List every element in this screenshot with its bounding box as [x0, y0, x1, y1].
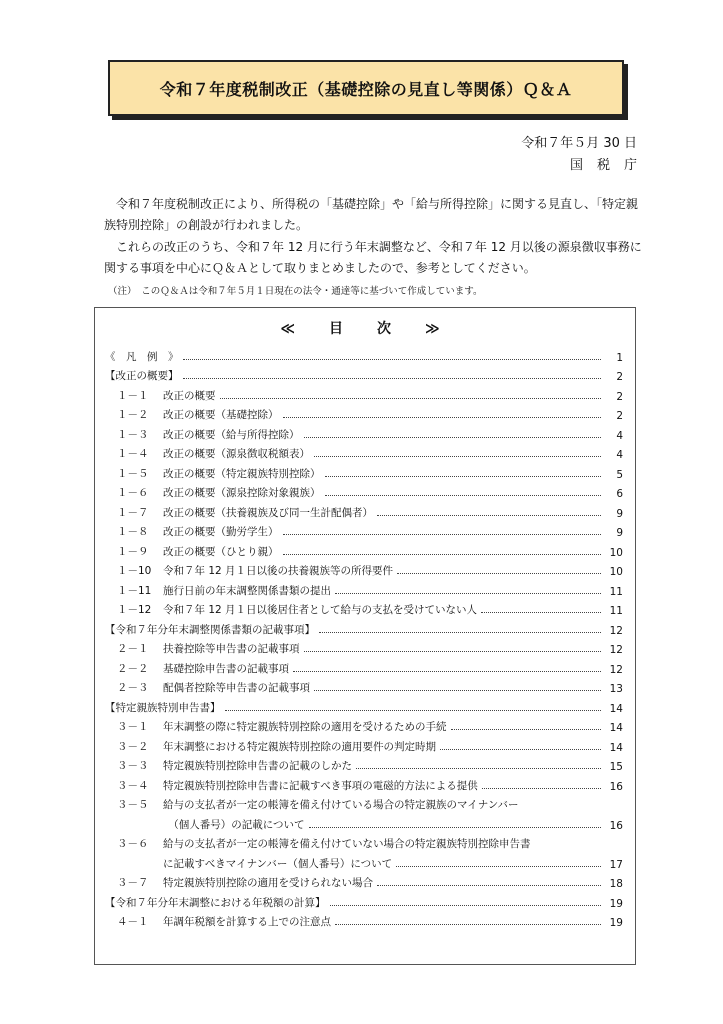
toc-entry-label: 年調年税額を計算する上での注意点: [163, 916, 331, 928]
toc-entry-number: １－８: [117, 526, 149, 538]
toc-leader-dots: [481, 612, 601, 613]
toc-entry-number: ２－３: [117, 682, 149, 694]
toc-entry-number: ３－５: [117, 799, 149, 811]
toc-entry-label: 年末調整の際に特定親族特別控除の適用を受けるための手続: [163, 721, 447, 733]
document-title: 令和７年度税制改正（基礎控除の見直し等関係）Ｑ＆Ａ: [108, 60, 624, 116]
toc-leader-dots: [325, 495, 602, 496]
toc-page-number: 5: [616, 468, 623, 481]
toc-page-number: 16: [609, 819, 623, 832]
toc-page-number: 17: [609, 858, 623, 871]
toc-entry-label: 【令和７年分年末調整関係書類の記載事項】: [105, 623, 315, 636]
toc-page-number: 12: [609, 644, 623, 656]
toc-leader-dots: [330, 905, 602, 906]
toc-entry[interactable]: [105, 910, 623, 930]
toc-entry-label: 特定親族特別控除申告書の記載のしかた: [163, 760, 352, 772]
toc-leader-dots: [319, 632, 601, 633]
toc-entry-label: （個人番号）の記載について: [163, 818, 305, 831]
toc-leader-dots: [183, 378, 602, 379]
toc-page-number: 19: [609, 897, 623, 910]
toc-section-heading[interactable]: [105, 890, 623, 910]
toc-leader-dots: [309, 827, 601, 828]
toc-entry[interactable]: [105, 520, 623, 540]
toc-entry-number: １－４: [117, 448, 149, 460]
toc-page-number: 14: [609, 741, 623, 754]
toc-entry[interactable]: [105, 500, 623, 520]
toc-page-number: 2: [616, 390, 623, 403]
intro-text-2: これらの改正のうち、令和７年 12 月に行う年末調整など、令和７年 12 月以後の源泉徴収事務に関する事項を中心にＱ＆Ａとして取りまとめましたので、参考としてください。: [104, 240, 642, 275]
toc-page-number: 10: [609, 546, 623, 559]
toc-section-heading[interactable]: [105, 364, 623, 384]
toc-title: ≪ 目 次 ≫: [280, 321, 450, 337]
toc-entry[interactable]: [105, 851, 623, 871]
toc-entry[interactable]: [105, 383, 623, 403]
toc-entry-number: １－５: [117, 467, 149, 480]
toc-entry[interactable]: [105, 598, 623, 618]
toc-entry-number: ２－１: [117, 643, 149, 655]
toc-entry[interactable]: [105, 403, 623, 423]
issuer-name: 国税庁: [569, 158, 651, 173]
toc-entry-number: ４－１: [117, 916, 149, 928]
publish-date: 令和７年５月 30 日: [521, 136, 637, 151]
toc-page-number: 14: [609, 702, 623, 715]
toc-leader-dots: [283, 534, 602, 535]
toc-page-number: 15: [609, 761, 623, 773]
toc-entry-label: 【令和７年分年末調整における年税額の計算】: [105, 896, 326, 909]
toc-page-number: 6: [616, 488, 623, 500]
toc-entry[interactable]: [105, 793, 623, 813]
toc-list: [105, 344, 623, 929]
toc-page-number: 1: [616, 351, 623, 364]
toc-leader-dots: [335, 593, 601, 594]
toc-entry-number: ３－６: [117, 838, 149, 850]
toc-leader-dots: [220, 398, 602, 399]
toc-leader-dots: [314, 690, 601, 691]
toc-entry[interactable]: [105, 559, 623, 579]
intro-text-1: 令和７年度税制改正により、所得税の「基礎控除」や「給与所得控除」に関する見直し、「特定親族特別控除」の創設が行われました。: [104, 197, 639, 232]
toc-entry-number: １－11: [117, 584, 152, 597]
toc-leader-dots: [377, 885, 601, 886]
toc-page-number: 9: [616, 527, 623, 539]
toc-entry[interactable]: [105, 578, 623, 598]
toc-page-number: 19: [609, 917, 623, 929]
toc-entry-label: 改正の概要（給与所得控除）: [163, 428, 300, 441]
toc-entry-label: 改正の概要（源泉徴収税額表）: [163, 448, 310, 460]
toc-entry-label: 改正の概要（勤労学生）: [163, 526, 279, 538]
intro-paragraph-2: [104, 237, 644, 279]
toc-entry-number: １－２: [117, 409, 149, 421]
toc-entry-label: 改正の概要（源泉控除対象親族）: [163, 487, 321, 499]
toc-entry[interactable]: [105, 422, 623, 442]
toc-leader-dots: [283, 554, 602, 555]
toc-entry-label: 改正の概要: [163, 389, 216, 402]
toc-page-number: 2: [616, 410, 623, 422]
toc-section-heading[interactable]: [105, 344, 623, 364]
title-banner: [108, 60, 628, 120]
toc-entry-label: 配偶者控除等申告書の記載事項: [163, 682, 310, 694]
toc-leader-dots: [183, 359, 602, 360]
toc-page-number: 9: [616, 507, 623, 520]
toc-leader-dots: [377, 515, 601, 516]
toc-entry[interactable]: [105, 539, 623, 559]
toc-entry[interactable]: [105, 773, 623, 793]
toc-entry-label: 《 凡 例 》: [105, 350, 179, 363]
toc-page-number: 2: [616, 371, 623, 383]
toc-entry[interactable]: [105, 637, 623, 657]
toc-leader-dots: [482, 788, 601, 789]
toc-entry-number: １－７: [117, 506, 149, 519]
toc-entry-label: 特定親族特別控除申告書に記載すべき事項の電磁的方法による提供: [163, 779, 478, 792]
toc-leader-dots: [325, 476, 602, 477]
toc-entry-label: 特定親族特別控除の適用を受けられない場合: [163, 877, 373, 889]
toc-entry[interactable]: [105, 754, 623, 774]
toc-entry-number: ３－１: [117, 721, 149, 733]
toc-section-heading[interactable]: [105, 695, 623, 715]
toc-entry[interactable]: [105, 676, 623, 696]
toc-entry[interactable]: [105, 656, 623, 676]
toc-entry-number: １－１: [117, 389, 149, 402]
toc-entry-label: 【特定親族特別申告書】: [105, 701, 221, 714]
toc-entry-number: ３－７: [117, 877, 149, 889]
toc-entry[interactable]: [105, 812, 623, 832]
toc-entry-label: 年末調整における特定親族特別控除の適用要件の判定時期: [163, 740, 436, 753]
toc-entry-label: 給与の支払者が一定の帳簿を備え付けている場合の特定親族のマイナンバー: [163, 799, 519, 811]
toc-page-number: 18: [609, 878, 623, 890]
toc-leader-dots: [304, 651, 602, 652]
toc-page-number: 12: [609, 624, 623, 637]
toc-entry-label: 令和７年 12 月１日以後居住者として給与の支払を受けていない人: [163, 604, 478, 616]
toc-leader-dots: [397, 573, 601, 574]
toc-entry[interactable]: [105, 481, 623, 501]
toc-entry[interactable]: [105, 734, 623, 754]
toc-leader-dots: [304, 437, 602, 438]
toc-page-number: 10: [609, 566, 623, 578]
toc-entry-label: 令和７年 12 月１日以後の扶養親族等の所得要件: [163, 565, 394, 577]
toc-page-number: 11: [609, 585, 623, 598]
toc-section-heading[interactable]: [105, 617, 623, 637]
toc-entry-label: 改正の概要（ひとり親）: [163, 545, 279, 558]
toc-entry-label: 基礎控除申告書の記載事項: [163, 662, 289, 675]
toc-leader-dots: [396, 866, 601, 867]
footnote: （注） このＱ＆Ａは令和７年５月１日現在の法令・通達等に基づいて作成しています。: [108, 286, 483, 297]
toc-entry-label: 改正の概要（扶養親族及び同一生計配偶者）: [163, 506, 373, 519]
toc-entry[interactable]: [105, 442, 623, 462]
toc-page-number: 16: [609, 780, 623, 793]
toc-entry[interactable]: [105, 461, 623, 481]
toc-leader-dots: [335, 924, 601, 925]
toc-entry[interactable]: [105, 871, 623, 891]
toc-leader-dots: [293, 671, 601, 672]
toc-entry-number: １－９: [117, 545, 149, 558]
toc-leader-dots: [440, 749, 601, 750]
toc-entry-label: 給与の支払者が一定の帳簿を備え付けていない場合の特定親族特別控除申告書: [163, 838, 531, 850]
toc-leader-dots: [283, 417, 602, 418]
toc-entry[interactable]: [105, 832, 623, 852]
toc-page-number: 4: [616, 429, 623, 442]
toc-entry-number: １－10: [117, 565, 152, 577]
toc-entry-label: 扶養控除等申告書の記載事項: [163, 643, 300, 655]
toc-entry-number: ３－４: [117, 779, 149, 792]
toc-entry-number: １－６: [117, 487, 149, 499]
toc-page-number: 11: [609, 605, 623, 617]
toc-entry-number: ３－２: [117, 740, 149, 753]
toc-leader-dots: [314, 456, 601, 457]
toc-leader-dots: [225, 710, 602, 711]
toc-entry-number: １－12: [117, 604, 152, 616]
toc-page-number: 14: [609, 722, 623, 734]
toc-entry-label: 改正の概要（基礎控除）: [163, 409, 279, 421]
intro-paragraph-1: [104, 194, 644, 236]
toc-page-number: 13: [609, 683, 623, 695]
table-of-contents: [94, 307, 636, 965]
toc-leader-dots: [451, 729, 602, 730]
toc-entry-label: に記載すべきマイナンバー（個人番号）について: [163, 857, 393, 870]
toc-entry[interactable]: [105, 715, 623, 735]
toc-entry-label: 施行日前の年末調整関係書類の提出: [163, 584, 331, 597]
toc-entry-label: 【改正の概要】: [105, 370, 179, 382]
toc-entry-number: １－３: [117, 428, 149, 441]
toc-entry-label: 改正の概要（特定親族特別控除）: [163, 467, 321, 480]
toc-page-number: 12: [609, 663, 623, 676]
toc-page-number: 4: [616, 449, 623, 461]
toc-entry-number: ３－３: [117, 760, 149, 772]
toc-leader-dots: [356, 768, 601, 769]
toc-entry-number: ２－２: [117, 662, 149, 675]
